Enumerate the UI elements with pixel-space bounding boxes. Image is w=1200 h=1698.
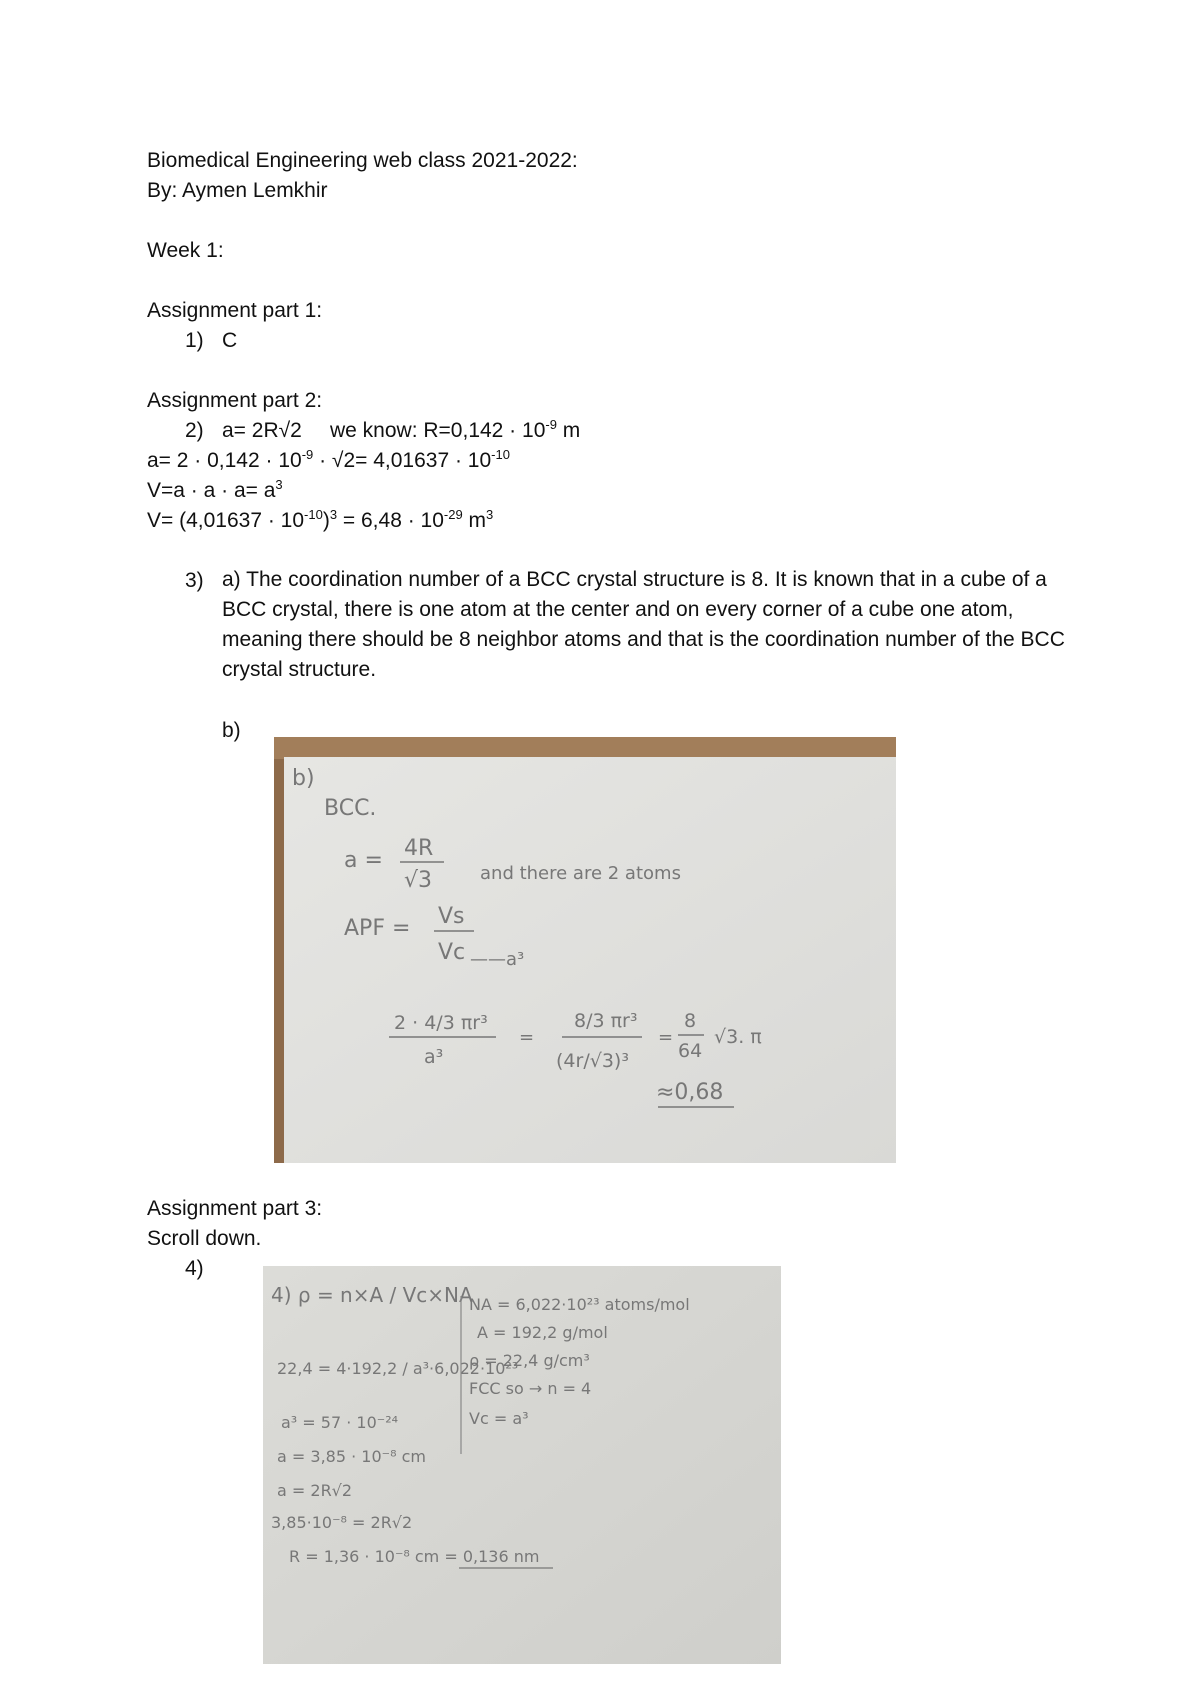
hw-given-fcc: FCC so → n = 4: [469, 1379, 592, 1398]
bcc-apf-photo-svg: [274, 737, 896, 1163]
part1-heading: Assignment part 1:: [147, 299, 323, 322]
hw-given-avogadro: NA = 6,022·10²³ atoms/mol: [469, 1295, 690, 1314]
hw-eq1: =: [519, 1027, 535, 1048]
hw-a-eq: a =: [344, 848, 383, 873]
hw-frac1-numerator: 2 · 4/3 πr³: [394, 1012, 488, 1034]
hw-b-label: b): [292, 766, 315, 791]
hw-given-volume: Vc = a³: [469, 1409, 529, 1428]
hw-apf-numerator: Vs: [438, 904, 465, 929]
bcc-apf-photo: [274, 737, 896, 1163]
hw-atoms-note: and there are 2 atoms: [480, 863, 681, 884]
question-2-number: 2): [185, 419, 204, 442]
hw-frac3-numerator: 8: [684, 1010, 697, 1032]
hw-frac3-tail: √3. π: [714, 1026, 762, 1048]
hw-density-equation: 4) ρ = n×A / Vc×NA: [271, 1283, 473, 1307]
part3-heading: Assignment part 3:: [147, 1197, 323, 1220]
question-1-number: 1): [185, 329, 204, 352]
hw-substitution: 22,4 = 4·192,2 / a³·6,022·10²³: [277, 1359, 519, 1378]
hw-apf-result: ≈0,68: [656, 1080, 724, 1105]
hw-a-numerator: 4R: [404, 836, 434, 861]
density-calc-photo-svg: [263, 1266, 781, 1664]
author-line: By: Aymen Lemkhir: [147, 179, 328, 202]
question-3a-answer: a) The coordination number of a BCC crystal structure is 8. It is known that in a cube of a BCC crystal, there is one atom at the center and on every corner of a cube one atom, meaning there should be 8 neighbor atoms and that is the coordination number of the BCC crystal structure.: [222, 568, 1065, 681]
hw-frac1-denominator: a³: [424, 1046, 444, 1068]
hw-bcc-title: BCC.: [324, 796, 377, 821]
hw-a-cubed: a³ = 57 · 10⁻²⁴: [281, 1413, 399, 1432]
question-3-number: 3): [185, 569, 204, 592]
calc-volume-definition: $V=a \cdot a \cdot a= a^3$: [147, 477, 283, 502]
question-2-formula: a= 2R√2: [222, 419, 302, 442]
hw-apf-arrow: ——a³: [470, 949, 525, 970]
question-4-number: 4): [185, 1257, 204, 1280]
document-title: Biomedical Engineering web class 2021-2022:: [147, 149, 578, 172]
calc-volume-result: $V= (4,01637 \cdot 10^{-10})^3 = 6,48 \cdot 10^{-29}$ $m^3$: [147, 507, 494, 532]
week-heading: Week 1:: [147, 239, 224, 262]
density-calc-photo: [263, 1266, 781, 1664]
hw-apf-label: APF =: [344, 916, 411, 941]
question-2-known: we know: $R=0,142 \cdot 10^{-9}$ m: [330, 417, 581, 442]
hw-solve-r: 3,85·10⁻⁸ = 2R√2: [271, 1513, 413, 1532]
scroll-instruction: Scroll down.: [147, 1227, 262, 1250]
hw-frac2-numerator: 8/3 πr³: [574, 1010, 638, 1032]
part2-heading: Assignment part 2:: [147, 389, 323, 412]
hw-eq2: =: [658, 1027, 674, 1048]
hw-a-denominator: √3: [404, 868, 433, 893]
hw-frac3-denominator: 64: [678, 1040, 703, 1062]
hw-a-value: a = 3,85 · 10⁻⁸ cm: [277, 1447, 426, 1466]
question-1-answer: C: [222, 329, 238, 352]
hw-frac2-denominator: (4r/√3)³: [556, 1050, 629, 1072]
hw-a-relation: a = 2R√2: [277, 1481, 353, 1500]
calc-a-line: $a= 2 \cdot 0,142 \cdot 10^{-9} \cdot √2= 4,01637 \cdot 10^{-10}$: [147, 447, 510, 472]
hw-apf-denominator: Vc: [438, 940, 466, 965]
question-3b-label: b): [222, 719, 241, 742]
hw-r-result: R = 1,36 · 10⁻⁸ cm = 0,136 nm: [289, 1547, 540, 1566]
hw-given-atomic-weight: A = 192,2 g/mol: [477, 1323, 608, 1342]
hw-given-density: ρ = 22,4 g/cm³: [469, 1351, 590, 1370]
